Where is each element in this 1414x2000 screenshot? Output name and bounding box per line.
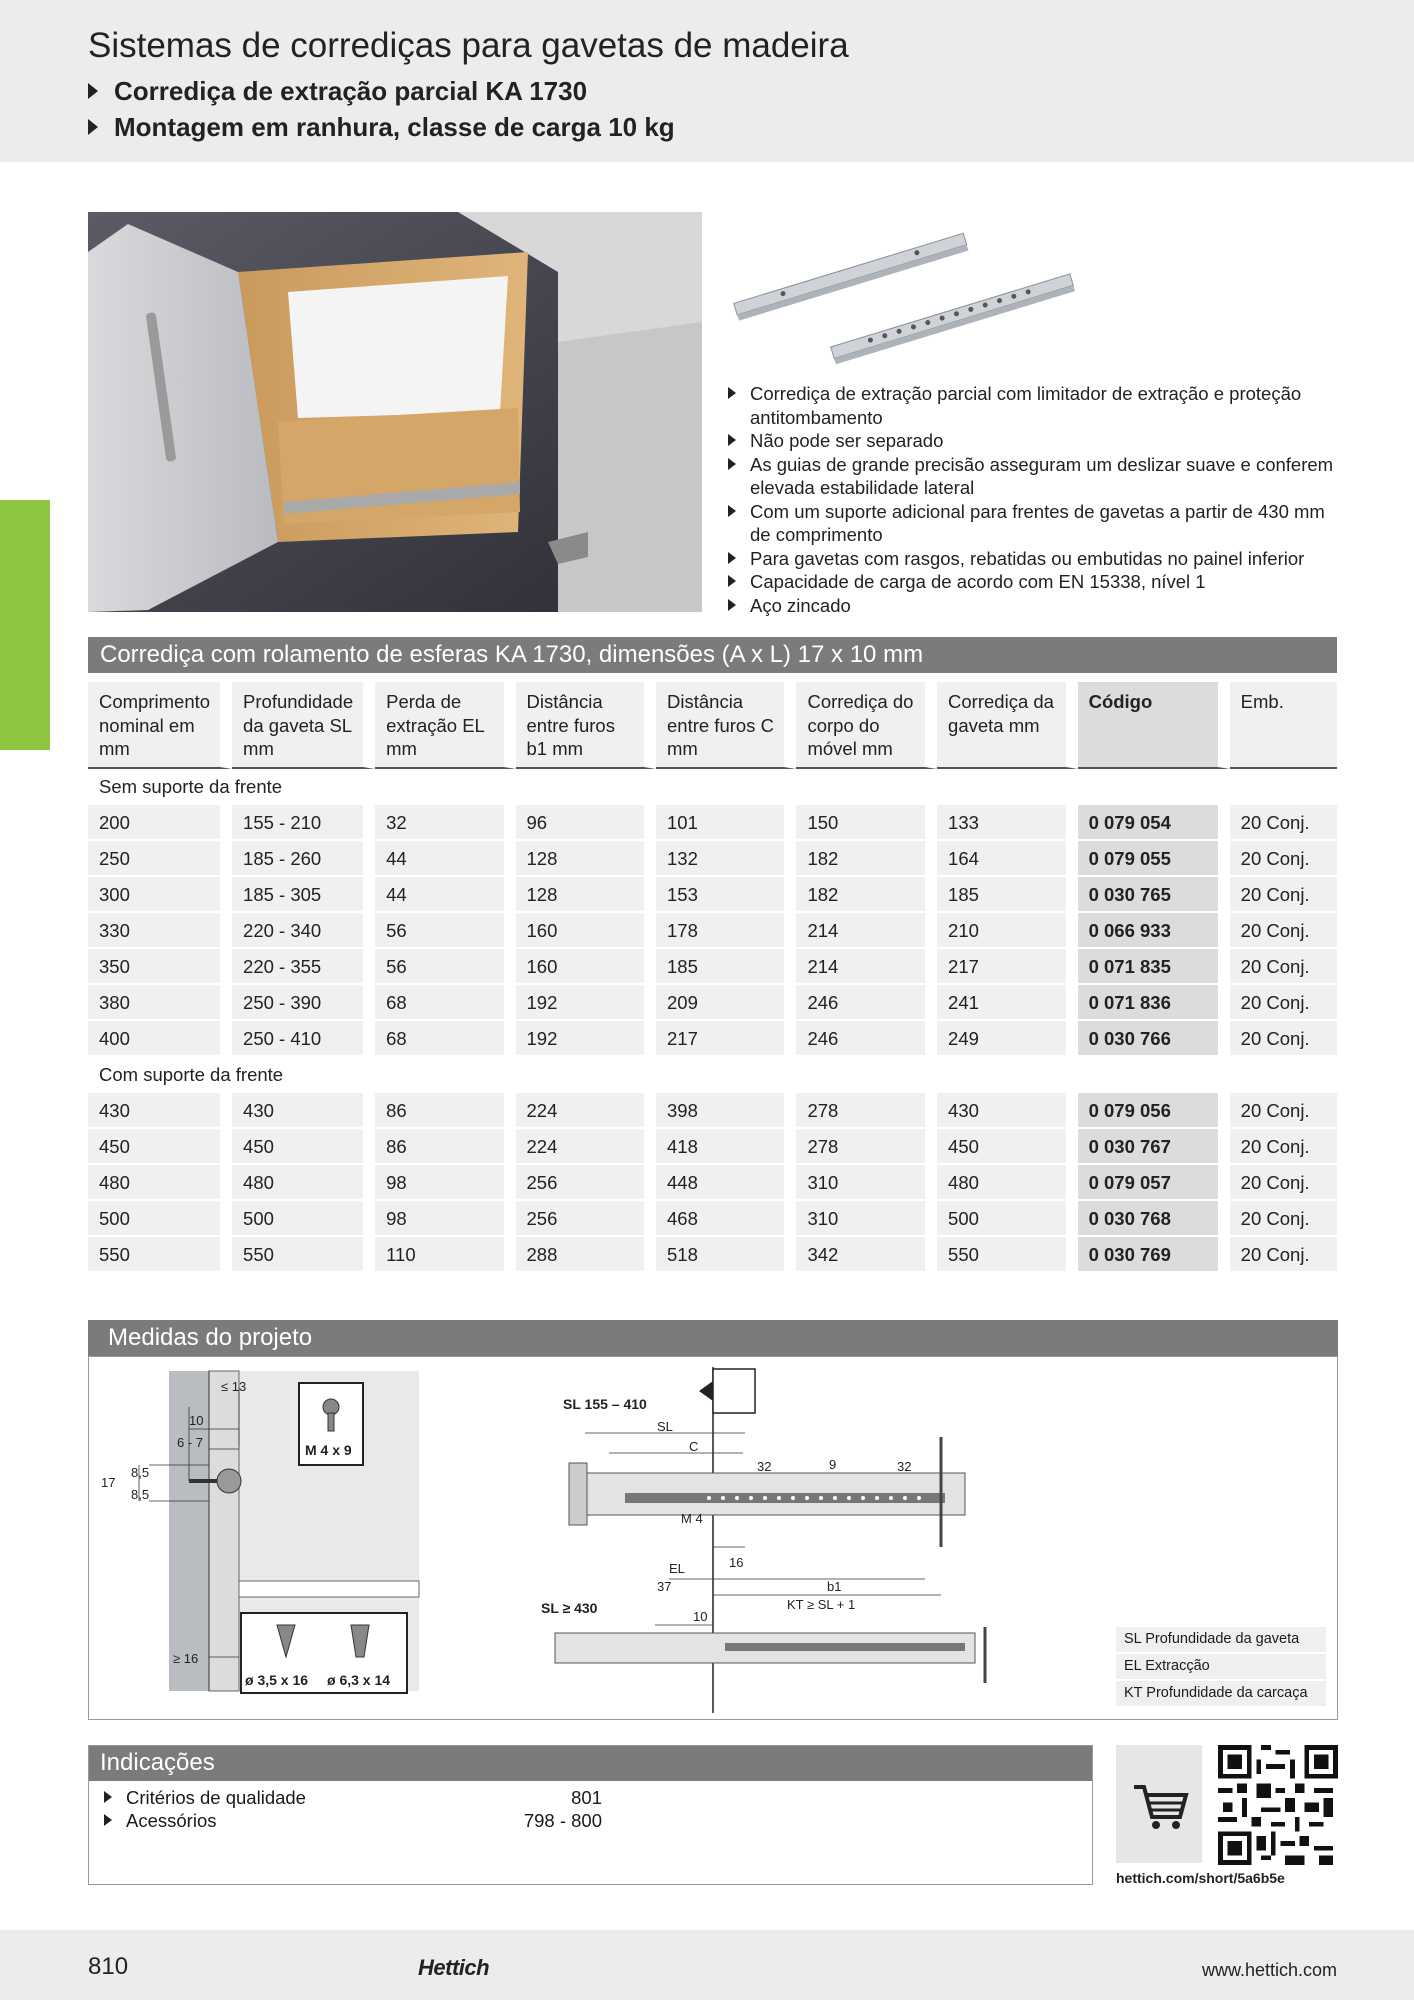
dim-37: 37	[657, 1579, 672, 1594]
cell-code: 0 030 769	[1078, 1237, 1230, 1273]
cell-code: 0 030 765	[1078, 877, 1230, 913]
cell-pack: 20 Conj.	[1230, 877, 1337, 913]
cell-b1: 160	[516, 949, 656, 985]
cell-c: 398	[656, 1093, 796, 1129]
brand-logo: Hettich	[418, 1955, 490, 1980]
cell-b1: 128	[516, 841, 656, 877]
feature-item: As guias de grande precisão asseguram um deslizar suave e conferem elevada estabilidade lateral	[726, 453, 1346, 500]
cell-b1: 96	[516, 805, 656, 841]
label-sl-range: SL 155 – 410	[563, 1396, 647, 1412]
cell-el: 44	[375, 877, 515, 913]
qr-code[interactable]	[1218, 1745, 1338, 1865]
cell-cabinet: 182	[796, 877, 937, 913]
indication-item[interactable]: Critérios de qualidade 801	[102, 1786, 602, 1809]
cell-b1: 224	[516, 1129, 656, 1165]
dim-8-5-a: 8,5	[131, 1465, 150, 1480]
legend-item-el: EL Extracção	[1116, 1654, 1326, 1679]
cell-nominal: 480	[88, 1165, 232, 1201]
cell-b1: 128	[516, 877, 656, 913]
label-m4x9: M 4 x 9	[305, 1442, 352, 1458]
dim-32-b: 32	[897, 1459, 912, 1474]
table-row	[88, 1201, 1337, 1237]
cell-sl: 220 - 355	[232, 949, 375, 985]
cell-nominal: 330	[88, 913, 232, 949]
cell-drawer: 450	[937, 1129, 1078, 1165]
cell-sl: 450	[232, 1129, 375, 1165]
feature-item: Para gavetas com rasgos, rebatidas ou embutidas no painel inferior	[726, 547, 1346, 571]
indication-item[interactable]: Acessórios 798 - 800	[102, 1809, 602, 1832]
cell-nominal: 380	[88, 985, 232, 1021]
dim-10: 10	[189, 1413, 204, 1428]
cell-pack: 20 Conj.	[1230, 1021, 1337, 1057]
group-row	[88, 1057, 1337, 1093]
col-header-hole-distance-c: Distância entre furos C mm	[656, 682, 796, 769]
cell-sl: 550	[232, 1237, 375, 1273]
cell-nominal: 300	[88, 877, 232, 913]
col-header-hole-distance-b1: Distância entre furos b1 mm	[516, 682, 656, 769]
cell-nominal: 400	[88, 1021, 232, 1057]
table-row	[88, 1237, 1337, 1273]
page-reference: 801	[571, 1787, 602, 1808]
cell-sl: 480	[232, 1165, 375, 1201]
cell-c: 518	[656, 1237, 796, 1273]
cell-sl: 500	[232, 1201, 375, 1237]
cell-code: 0 030 768	[1078, 1201, 1230, 1237]
cell-el: 86	[375, 1093, 515, 1129]
label-screw-3-5x16: ø 3,5 x 16	[245, 1672, 309, 1688]
website-link[interactable]: www.hettich.com	[1201, 1960, 1337, 1980]
cell-b1: 192	[516, 985, 656, 1021]
table-row	[88, 1093, 1337, 1129]
cell-pack: 20 Conj.	[1230, 1129, 1337, 1165]
cell-el: 44	[375, 841, 515, 877]
project-legend	[1116, 1627, 1326, 1708]
col-header-cabinet-runner: Corrediça do corpo do móvel mm	[796, 682, 937, 769]
cell-sl: 185 - 260	[232, 841, 375, 877]
cell-code: 0 079 054	[1078, 805, 1230, 841]
dim-17: 17	[101, 1475, 116, 1490]
cell-el: 98	[375, 1201, 515, 1237]
cell-cabinet: 278	[796, 1129, 937, 1165]
cell-nominal: 450	[88, 1129, 232, 1165]
col-header-extension-loss: Perda de extração EL mm	[375, 682, 515, 769]
bullet-triangle-icon	[88, 119, 98, 135]
group-row	[88, 769, 1337, 805]
subtitle-1: Corrediça de extração parcial KA 1730	[88, 76, 587, 107]
cell-c: 217	[656, 1021, 796, 1057]
table-header-row	[88, 682, 1337, 769]
cell-drawer: 430	[937, 1093, 1078, 1129]
cell-c: 448	[656, 1165, 796, 1201]
cell-drawer: 480	[937, 1165, 1078, 1201]
feature-item: Com um suporte adicional para frentes de gavetas a partir de 430 mm de comprimento	[726, 500, 1346, 547]
cell-c: 132	[656, 841, 796, 877]
cell-cabinet: 214	[796, 949, 937, 985]
cell-el: 32	[375, 805, 515, 841]
group-label: Com suporte da frente	[88, 1057, 1337, 1093]
cell-pack: 20 Conj.	[1230, 1093, 1337, 1129]
cell-drawer: 249	[937, 1021, 1078, 1057]
table-row	[88, 805, 1337, 841]
cell-sl: 430	[232, 1093, 375, 1129]
table-row	[88, 1165, 1337, 1201]
cell-pack: 20 Conj.	[1230, 1201, 1337, 1237]
bullet-triangle-icon	[88, 83, 98, 99]
slide-rails-image	[728, 212, 1088, 372]
table-row	[88, 985, 1337, 1021]
cell-code: 0 079 057	[1078, 1165, 1230, 1201]
page-header	[0, 0, 1414, 162]
group-label: Sem suporte da frente	[88, 769, 1337, 805]
indications-list	[102, 1786, 602, 1832]
dim-kt: KT ≥ SL + 1	[787, 1597, 856, 1612]
table-title-bar: Corrediça com rolamento de esferas KA 1730, dimensões (A x L) 17 x 10 mm	[88, 637, 1337, 673]
cell-code: 0 066 933	[1078, 913, 1230, 949]
table-row	[88, 841, 1337, 877]
col-header-packaging: Emb.	[1230, 682, 1337, 769]
cell-pack: 20 Conj.	[1230, 1165, 1337, 1201]
dim-m4: M 4	[681, 1511, 703, 1526]
cell-code: 0 030 767	[1078, 1129, 1230, 1165]
feature-list	[726, 382, 1346, 617]
dim-16: 16	[729, 1555, 744, 1570]
cell-drawer: 550	[937, 1237, 1078, 1273]
col-header-code: Código	[1078, 682, 1230, 769]
cell-c: 209	[656, 985, 796, 1021]
cell-pack: 20 Conj.	[1230, 949, 1337, 985]
spec-table	[88, 682, 1337, 1273]
cell-pack: 20 Conj.	[1230, 913, 1337, 949]
cell-el: 56	[375, 949, 515, 985]
cell-drawer: 185	[937, 877, 1078, 913]
cell-el: 110	[375, 1237, 515, 1273]
dim-9: 9	[829, 1457, 837, 1472]
cell-c: 153	[656, 877, 796, 913]
qr-code-icon	[1218, 1745, 1338, 1865]
dim-le13: ≤ 13	[221, 1379, 247, 1394]
table-row	[88, 877, 1337, 913]
table-row	[88, 1129, 1337, 1165]
table-row	[88, 1021, 1337, 1057]
project-title-bar: Medidas do projeto	[88, 1320, 1338, 1356]
cell-sl: 185 - 305	[232, 877, 375, 913]
short-url-link[interactable]: hettich.com/short/5a6b5e	[1116, 1870, 1285, 1886]
dim-b1: b1	[827, 1579, 842, 1594]
cell-el: 68	[375, 985, 515, 1021]
cell-cabinet: 150	[796, 805, 937, 841]
col-header-nominal-length: Comprimento nominal em mm	[88, 682, 232, 769]
dim-ge16: ≥ 16	[173, 1651, 199, 1666]
cell-cabinet: 310	[796, 1165, 937, 1201]
col-header-drawer-depth: Profundidade da gaveta SL mm	[232, 682, 375, 769]
cell-c: 418	[656, 1129, 796, 1165]
label-screw-6-3x14: ø 6,3 x 14	[327, 1672, 391, 1688]
cell-el: 86	[375, 1129, 515, 1165]
cell-b1: 160	[516, 913, 656, 949]
cell-nominal: 200	[88, 805, 232, 841]
feature-item: Aço zincado	[726, 594, 1346, 618]
legend-item-sl: SL Profundidade da gaveta	[1116, 1627, 1326, 1652]
cell-code: 0 079 055	[1078, 841, 1230, 877]
cell-pack: 20 Conj.	[1230, 841, 1337, 877]
cell-b1: 256	[516, 1201, 656, 1237]
cell-nominal: 550	[88, 1237, 232, 1273]
page-number: 810	[88, 1953, 129, 1980]
cell-cabinet: 182	[796, 841, 937, 877]
cell-nominal: 250	[88, 841, 232, 877]
cell-cabinet: 310	[796, 1201, 937, 1237]
cell-nominal: 430	[88, 1093, 232, 1129]
cell-sl: 250 - 390	[232, 985, 375, 1021]
cell-drawer: 217	[937, 949, 1078, 985]
cell-nominal: 500	[88, 1201, 232, 1237]
cell-cabinet: 342	[796, 1237, 937, 1273]
cell-b1: 256	[516, 1165, 656, 1201]
cell-c: 178	[656, 913, 796, 949]
indications-title-bar: Indicações	[88, 1745, 1093, 1781]
col-header-drawer-runner: Corrediça da gaveta mm	[937, 682, 1078, 769]
cell-nominal: 350	[88, 949, 232, 985]
cell-pack: 20 Conj.	[1230, 1237, 1337, 1273]
cell-cabinet: 246	[796, 1021, 937, 1057]
cell-pack: 20 Conj.	[1230, 805, 1337, 841]
cell-b1: 224	[516, 1093, 656, 1129]
legend-item-kt: KT Profundidade da carcaça	[1116, 1681, 1326, 1706]
table-row	[88, 949, 1337, 985]
feature-item: Não pode ser separado	[726, 429, 1346, 453]
dim-10-b: 10	[693, 1609, 708, 1624]
dim-6-7: 6 - 7	[177, 1435, 204, 1450]
cell-pack: 20 Conj.	[1230, 985, 1337, 1021]
dim-8-5-b: 8,5	[131, 1487, 150, 1502]
cell-c: 101	[656, 805, 796, 841]
shopping-cart-icon	[1116, 1745, 1202, 1863]
subtitle-2: Montagem em ranhura, classe de carga 10 kg	[88, 112, 675, 143]
page-title: Sistemas de corrediças para gavetas de madeira	[88, 26, 849, 65]
cell-code: 0 079 056	[1078, 1093, 1230, 1129]
cell-el: 56	[375, 913, 515, 949]
section-color-tab	[0, 500, 50, 750]
cell-drawer: 210	[937, 913, 1078, 949]
cell-el: 68	[375, 1021, 515, 1057]
cell-c: 185	[656, 949, 796, 985]
dim-c: C	[689, 1439, 699, 1454]
cell-drawer: 500	[937, 1201, 1078, 1237]
cell-drawer: 241	[937, 985, 1078, 1021]
label-sl-ge-430: SL ≥ 430	[541, 1600, 598, 1616]
cell-code: 0 071 836	[1078, 985, 1230, 1021]
cell-drawer: 133	[937, 805, 1078, 841]
cell-b1: 288	[516, 1237, 656, 1273]
dim-sl: SL	[657, 1419, 673, 1434]
cell-cabinet: 278	[796, 1093, 937, 1129]
table-row	[88, 913, 1337, 949]
feature-item: Corrediça de extração parcial com limitador de extração e proteção antitombamento	[726, 382, 1346, 429]
cell-sl: 250 - 410	[232, 1021, 375, 1057]
cell-c: 468	[656, 1201, 796, 1237]
drawer-photo	[88, 212, 702, 612]
cell-code: 0 030 766	[1078, 1021, 1230, 1057]
cell-sl: 220 - 340	[232, 913, 375, 949]
feature-item: Capacidade de carga de acordo com EN 15338, nível 1	[726, 570, 1346, 594]
cell-el: 98	[375, 1165, 515, 1201]
cell-sl: 155 - 210	[232, 805, 375, 841]
cell-drawer: 164	[937, 841, 1078, 877]
cell-b1: 192	[516, 1021, 656, 1057]
page-reference: 798 - 800	[523, 1810, 602, 1831]
cell-code: 0 071 835	[1078, 949, 1230, 985]
shop-link[interactable]	[1116, 1745, 1202, 1863]
dim-32-a: 32	[757, 1459, 772, 1474]
cell-cabinet: 246	[796, 985, 937, 1021]
dim-el: EL	[669, 1561, 685, 1576]
cell-cabinet: 214	[796, 913, 937, 949]
